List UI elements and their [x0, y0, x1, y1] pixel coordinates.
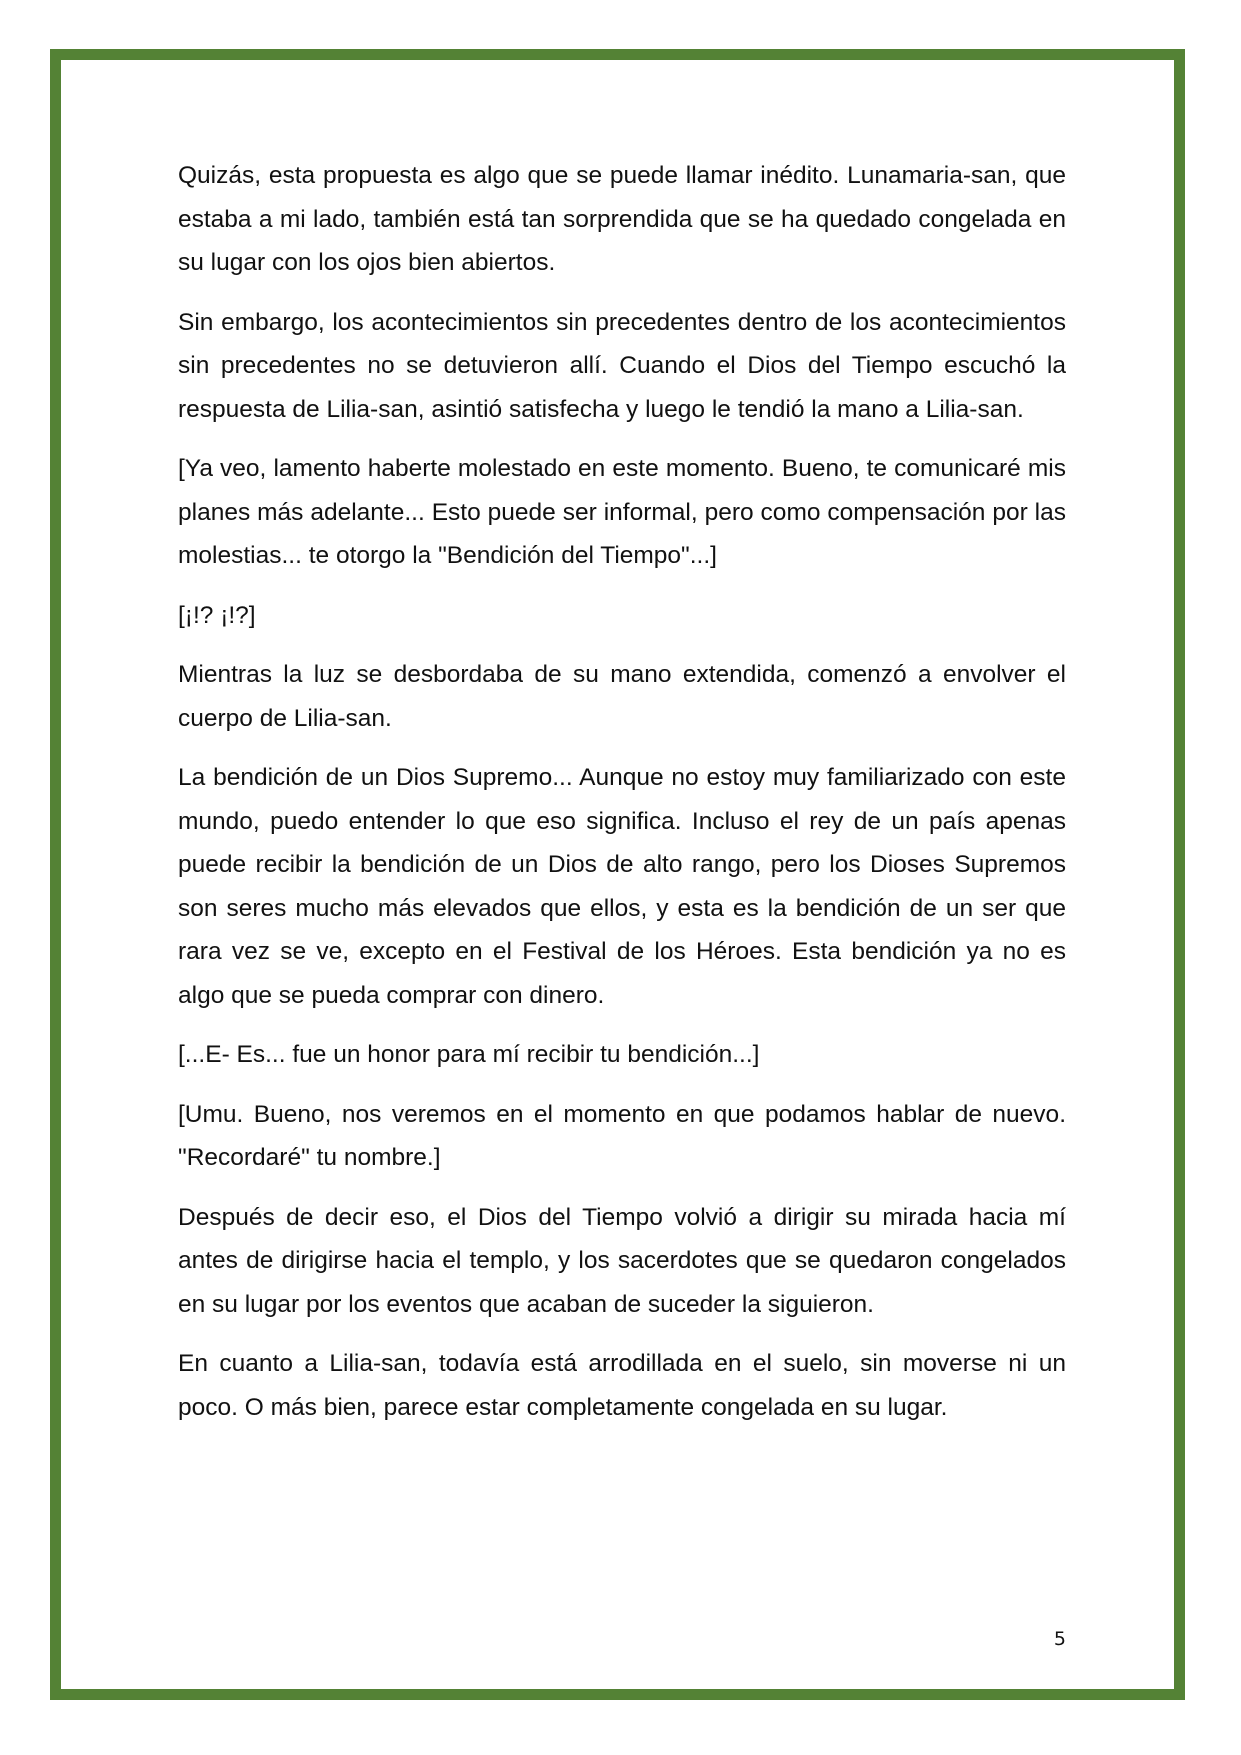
paragraph: [Ya veo, lamento haberte molestado en este momento. Bueno, te comunicaré mis planes más adelante... Esto puede ser informal, pero como compensación por las molestias... te otorgo la "Bendición del Tiempo"...] [178, 455, 1066, 569]
paragraph: Mientras la luz se desbordaba de su mano extendida, comenzó a envolver el cuerpo de Lilia-san. [178, 661, 1066, 732]
document-body [178, 154, 1066, 1445]
paragraph: Después de decir eso, el Dios del Tiempo volvió a dirigir su mirada hacia mí antes de dirigirse hacia el templo, y los sacerdotes que se quedaron congelados en su lugar por los eventos que acaban de suceder la siguieron. [178, 1203, 1066, 1318]
paragraph: [...E- Es... fue un honor para mí recibir tu bendición...] [178, 1041, 760, 1068]
page-number: 5 [1053, 1628, 1066, 1650]
paragraph: [¡!? ¡!?] [178, 601, 256, 629]
paragraph: [Umu. Bueno, nos veremos en el momento en que podamos hablar de nuevo. "Recordaré" tu nombre.] [178, 1100, 1066, 1171]
paragraph: Quizás, esta propuesta es algo que se puede llamar inédito. Lunamaria-san, que estaba a mi lado, también está tan sorprendida que se ha quedado congelada en su lugar con los ojos bien abiertos. [178, 162, 1066, 276]
paragraph: Sin embargo, los acontecimientos sin precedentes dentro de los acontecimientos sin precedentes no se detuvieron allí. Cuando el Dios del Tiempo escuchó la respuesta de Lilia-san, asintió satisfecha y luego le tendió la mano a Lilia-san. [178, 308, 1066, 423]
paragraph: La bendición de un Dios Supremo... Aunque no estoy muy familiarizado con este mundo, puedo entender lo que eso significa. Incluso el rey de un país apenas puede recibir la bendición de un Dios de alto rango, pero los Dioses Supremos son seres mucho más elevados que ellos, y esta es la bendición de un ser que rara vez se ve, excepto en el Festival de los Héroes. Esta bendición ya no es algo que se pueda comprar con dinero. [178, 764, 1066, 1009]
paragraph: En cuanto a Lilia-san, todavía está arrodillada en el suelo, sin moverse ni un poco. O más bien, parece estar completamente congelada en su lugar. [178, 1350, 1066, 1421]
